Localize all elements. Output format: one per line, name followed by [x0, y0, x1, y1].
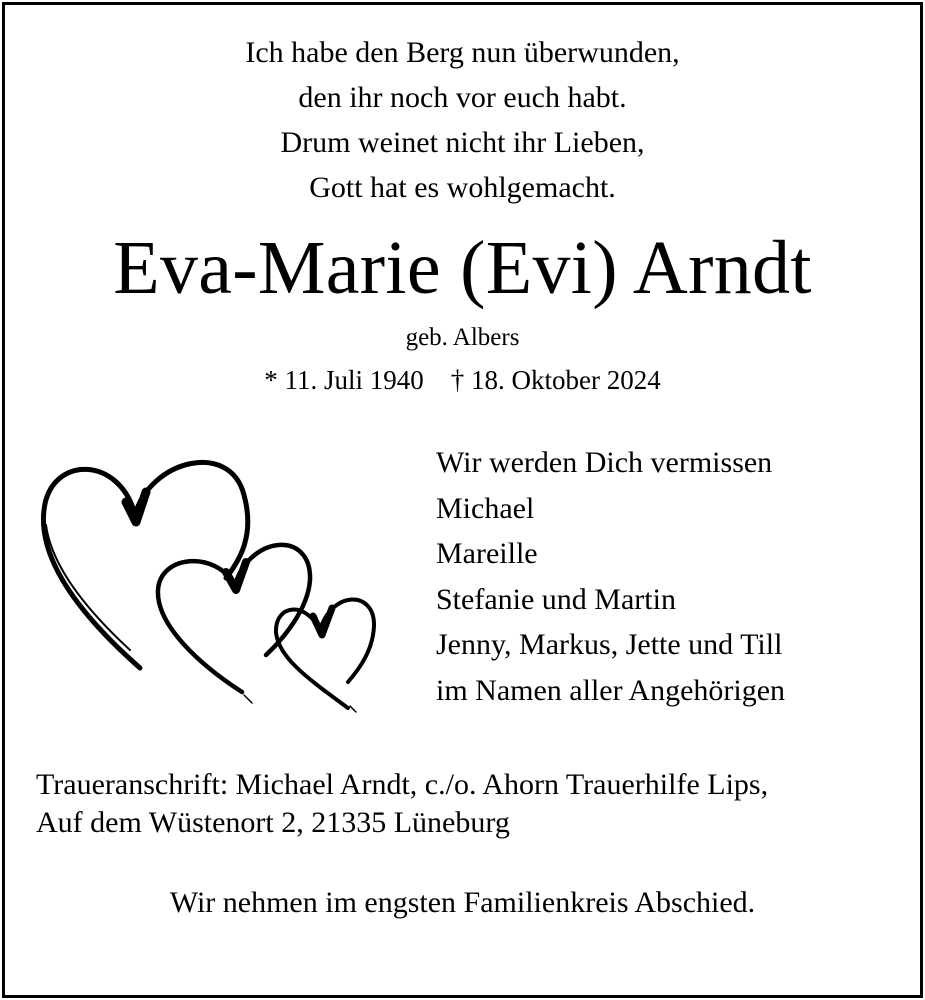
birth-date: * 11. Juli 1940: [264, 365, 424, 395]
poem-line: Drum weinet nicht ihr Lieben,: [280, 126, 645, 159]
farewell-note: Wir nehmen im engsten Familienkreis Abschied.: [169, 886, 756, 919]
address-line: Traueranschrift: Michael Arndt, c./o. Ahorn Trauerhilfe Lips,: [36, 768, 769, 801]
small-heart-icon: [276, 610, 348, 708]
family-line: Michael: [436, 491, 535, 525]
death-date: † 18. Oktober 2024: [450, 365, 661, 395]
family-signature: [436, 440, 785, 713]
family-line: Mareille: [436, 537, 538, 570]
poem-line: Gott hat es wohlgemacht.: [309, 171, 616, 204]
maiden-name: geb. Albers: [405, 324, 520, 351]
poem-line: den ihr noch vor euch habt.: [298, 81, 627, 114]
address-line: Auf dem Wüstenort 2, 21335 Lüneburg: [36, 806, 510, 839]
family-line: Jenny, Markus, Jette und Till: [436, 628, 783, 661]
family-line: Wir werden Dich vermissen: [436, 446, 773, 479]
poem: [0, 30, 925, 210]
life-dates: [0, 361, 925, 399]
poem-line: Ich habe den Berg nun überwunden,: [245, 36, 680, 69]
mourning-address: [36, 766, 768, 842]
family-line: Stefanie und Martin: [436, 582, 676, 616]
deceased-name: Eva-Marie (Evi) Arndt: [113, 226, 812, 310]
family-line: im Namen aller Angehörigen: [436, 673, 786, 707]
three-hearts-icon: [30, 440, 390, 720]
